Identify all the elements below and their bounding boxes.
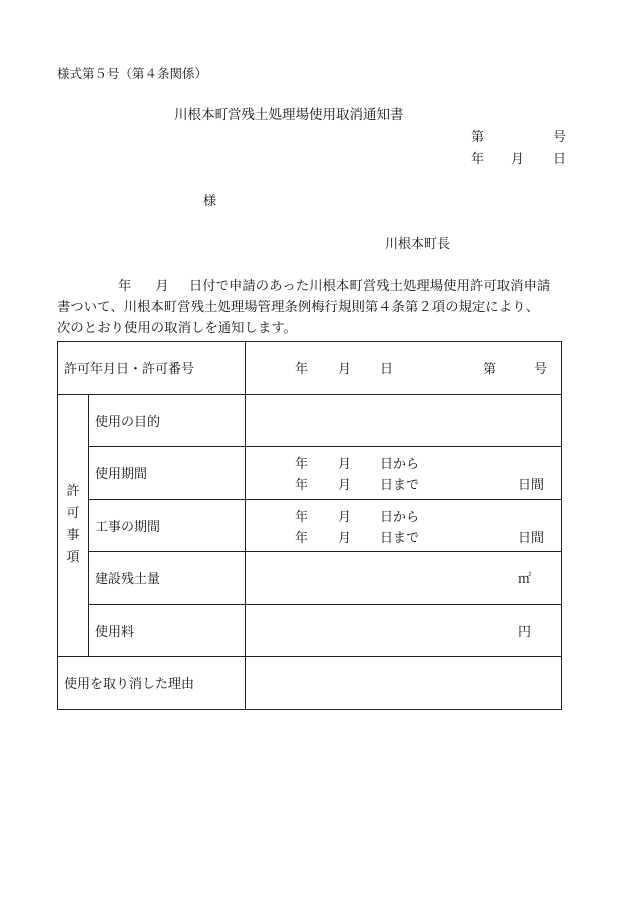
permit-day: 日 [380, 362, 394, 377]
paragraph-line-3: 次のとおり使用の取消しを通知します。 [57, 321, 298, 336]
use-from-day: 日から [380, 457, 420, 472]
table-row-use-period [58, 447, 562, 500]
notice-paragraph [57, 276, 573, 339]
issue-date-year: 年 [471, 152, 485, 167]
use-period-label: 使用期間 [89, 447, 246, 500]
paragraph-month: 月 [155, 279, 169, 294]
soil-volume-label: 建設残土量 [89, 552, 246, 605]
paragraph-line-1-text: 日付で申請のあった川根本町営残土処理場使用許可取消申請 [188, 279, 551, 294]
purpose-value [246, 394, 562, 447]
soil-volume-value [246, 552, 562, 605]
use-days-unit: 日間 [518, 478, 545, 493]
group-char-3: 事 [66, 528, 80, 544]
work-until-day: 日まで [380, 530, 420, 546]
reason-label: 使用を取り消した理由 [58, 657, 246, 710]
issue-date-day: 日 [553, 152, 567, 167]
work-from-year: 年 [295, 509, 309, 525]
table-row-permit-date [58, 342, 562, 395]
soil-unit: ㎡ [518, 572, 532, 587]
permit-month: 月 [338, 362, 352, 377]
table-row-soil [58, 552, 562, 605]
paragraph-line-2: 書ついて、川根本町営残土処理場管理条例梅行規則第４条第２項の規定により、 [57, 300, 540, 315]
paragraph-year: 年 [118, 279, 132, 294]
group-char-1: 許 [66, 484, 80, 500]
use-until-day: 日まで [380, 478, 420, 493]
group-char-4: 項 [66, 550, 80, 566]
work-days-unit: 日間 [518, 530, 545, 546]
use-from-year: 年 [295, 457, 309, 472]
reason-value [246, 657, 562, 710]
doc-no-prefix: 第 [471, 130, 485, 145]
paragraph-line-1 [57, 276, 573, 297]
work-period-label: 工事の期間 [89, 499, 246, 552]
permit-no-suffix: 号 [534, 362, 548, 377]
doc-no-suffix: 号 [553, 130, 567, 145]
fee-value [246, 604, 562, 657]
work-from-day: 日から [380, 509, 420, 525]
group-char-2: 可 [66, 506, 80, 522]
permit-items-group-label [58, 394, 89, 657]
table-row-purpose [58, 394, 562, 447]
permit-year: 年 [295, 362, 309, 377]
table-row-fee [58, 604, 562, 657]
notice-table [57, 341, 562, 710]
purpose-label: 使用の目的 [89, 394, 246, 447]
table-row-reason [58, 657, 562, 710]
work-from-month: 月 [338, 509, 352, 525]
use-until-month: 月 [338, 478, 352, 493]
work-until-year: 年 [295, 530, 309, 546]
permit-date-value [246, 342, 562, 395]
use-until-year: 年 [295, 478, 309, 493]
addressee-suffix: 様 [203, 194, 217, 209]
use-period-value [246, 447, 562, 500]
fee-unit: 円 [518, 624, 532, 640]
permit-no-prefix: 第 [483, 362, 497, 377]
document-title: 川根本町営残土処理場使用取消通知書 [174, 107, 404, 123]
work-period-value [246, 499, 562, 552]
form-number: 様式第５号（第４条関係） [57, 66, 208, 81]
permit-date-label: 許可年月日・許可番号 [58, 342, 246, 395]
use-from-month: 月 [338, 457, 352, 472]
fee-label: 使用料 [89, 604, 246, 657]
table-row-work-period [58, 499, 562, 552]
issue-date-month: 月 [511, 152, 525, 167]
work-until-month: 月 [338, 530, 352, 546]
issuer-name: 川根本町長 [385, 237, 451, 252]
